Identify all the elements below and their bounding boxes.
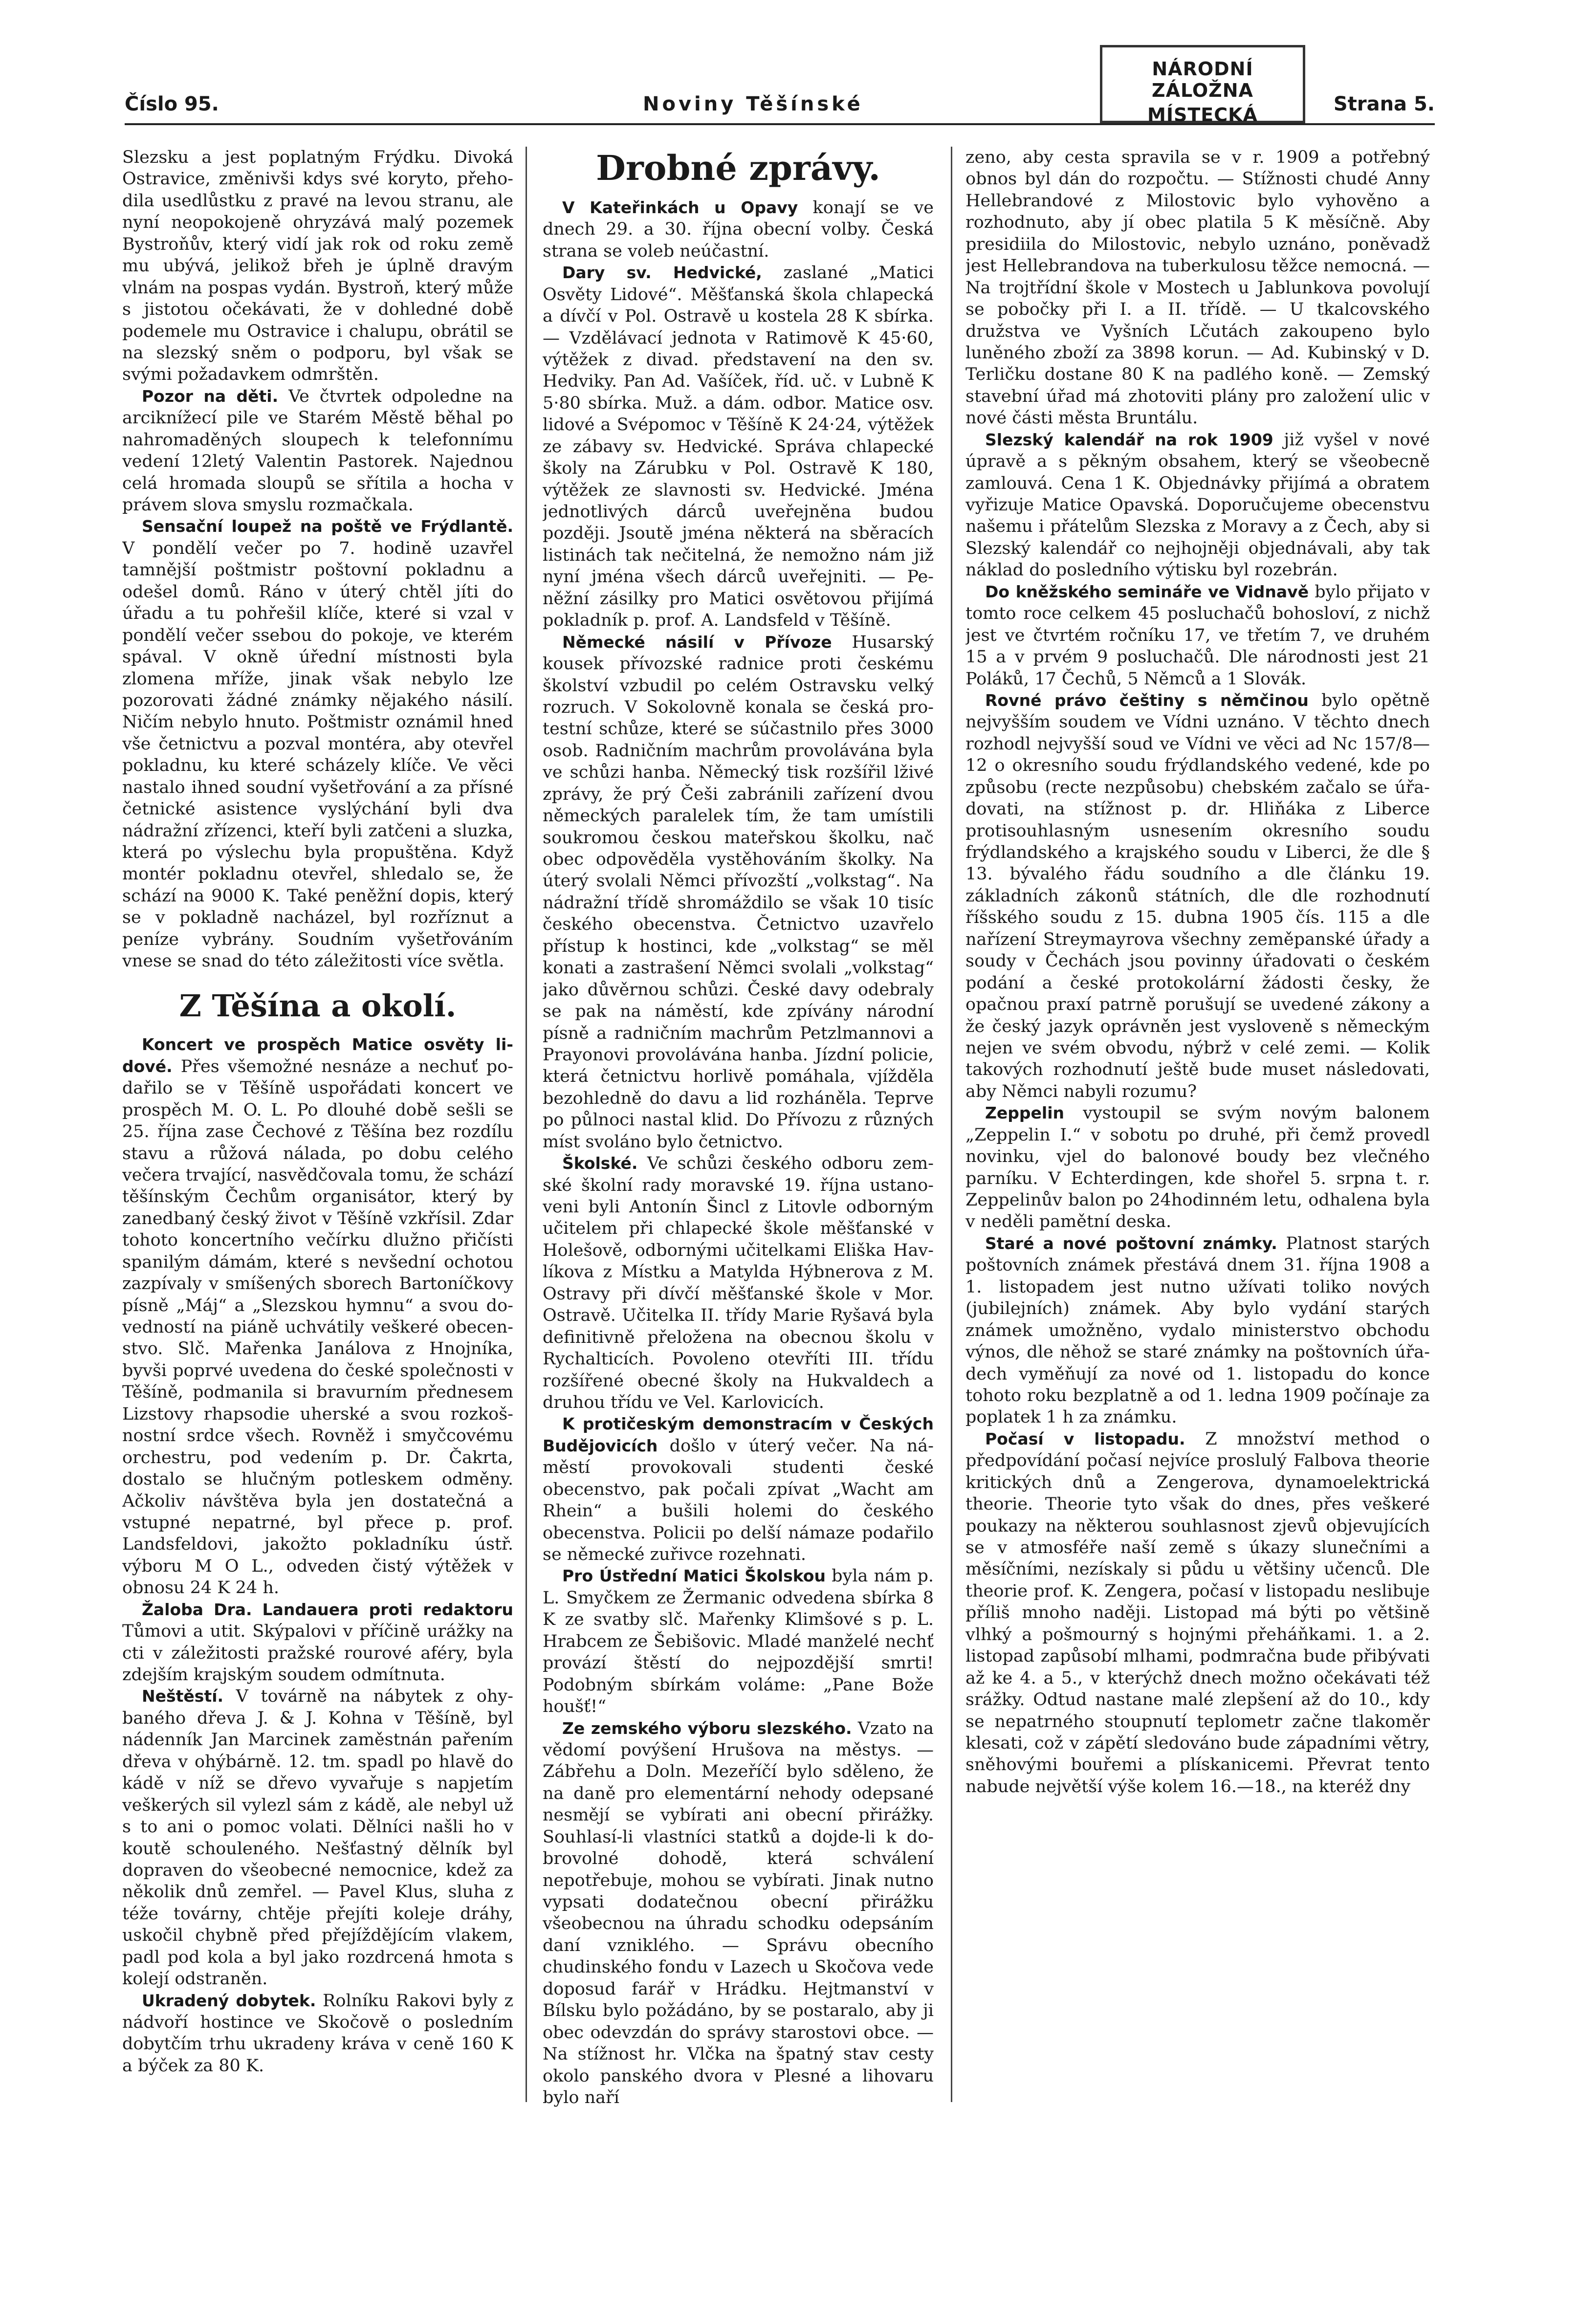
article-paragraph: Počasí v listopadu. Z množství method o předpovídání počasí nejvíce proslulý Falbova theorie kritických dnů a Zengerova, dynamoelektrická theorie. Theorie tyto však do dnes, přes veškeré poukazy na některou souhlasnost zjevů objevujících se v atmosféře naší země s úkazy slunečními a měsíčními, nezískaly si půdu u většiny učenců. Dle theorie prof. K. Zengera, počasí v listopadu neslibuje příliš mnoho naději. Listopad má býti po většině vlhký a pošmourný s hojnými přeháňkami. 1. a 2. listopad zapůsobí mlhami, podmračna bude přibývati až ke 4. a 5., v kterýchž dnech možno očekávati též srážky. Odtud nastane malé zlepšení až do 10., kdy se nepatrného stoupnutí teplometr začne tlakoměr klesati, což v zápětí sledováno bude západními větry, sněhovými bouřemi a plískanicemi. Převrat tento nabude největší výše kolem 16.—18., na kteréž dny — [965, 1429, 1430, 1797]
article-paragraph: Žaloba Dra. Landauera proti redaktoru Tůmovi a utit. Skýpalovi v příčině urážky na cti v záležitosti pražské rourové aféry, byla zdejším krajským soudem odmítnuta. — [122, 1600, 513, 1685]
article-lead: Sensační loupež na poště ve Frýdlantě. — [142, 517, 513, 536]
column-1 — [122, 147, 513, 2127]
article-paragraph: Rovné právo češtiny s němčinou bylo opětně nejvyšším soudem ve Vídni uznáno. V těchto dnech rozhodl nejvyšší soud ve Vídni ve věci ad Nc 157/8—12 o okresního soudu frýdlandského vedené, kde po způsobu (recte nezpůsobu) chebském začalo se úřadovati, na stížnost p. dr. Hliňáka z Liberce protisouhlasným usnesením okresního soudu frýdlandského a krajského soudu v Liberci, že dle § 13. bývalého řádu soudního a dle článku 19. základních zákonů státních, dle dle rozhodnutí říšského soudu z 15. dubna 1905 čís. 115 a dle nařízení Streymayrova všechny zeměpanské úřady a soudy v Čechách jsou povinny úřadovati o českém podání a české protokolární žádosti česky, že opačnou praxí patrně porušují se uvedené zákony a že český jazyk oprávněn jest vysloveně s německým nejen ve svém obvodu, nýbrž v celé zemi. — Kolik takových rozhodnutí ještě bude muset následovati, aby Němci nabyli rozumu? — [965, 690, 1430, 1101]
column-divider — [526, 147, 527, 2102]
column-3 — [965, 147, 1430, 2127]
article-lead: Německé násilí v Přívoze — [562, 632, 832, 652]
article-lead: Rovné právo češtiny s němčinou — [985, 690, 1309, 710]
library-stamp — [1100, 45, 1305, 126]
article-paragraph: Slezsku a jest poplatným Frýdku. Divoká Ostravice, změnivši kdys své koryto, přehodila usedlůstku z pravé na levou stranu, ale nyní neopokojeně ohryzává malý pozemek Bystroňův, který vidí jak rok od roku země mu ubývá, jelikož břeh je úplně dravým vlnám na pospas vydán. Bystroň, který může s jistotou očekávati, že v dohledné době podemele mu Ostravice i chalupu, obrátil se na slezský sněm o podporu, byl však se svými požadavkem odmrštěn. — [122, 148, 513, 385]
article-lead: Koncert ve prospěch Matice osvěty lidové. — [122, 1035, 513, 1076]
article-paragraph: Ze zemského výboru slezského. Vzato na vědomí povýšení Hrušova na městys. — Zábřehu a Doln. Mezeříčí bylo sděleno, že na daně pro elementární nehody odepsané nesmějí se vybírati ani obecní přirážky. Souhlasí-li vlastníci statků a dojde-li k dobrovolné dohodě, která schválení nepotřebuje, mohou se vybírati. Jinak nutno vypsati dodatečnou obecní přirážku všeobecnou na úhradu schodku odepsáním daní vzniklého. — Správu obecního chudinského fondu v Lazech u Skočova vede doposud farář v Hrádku. Hejtmanství v Bílsku bylo požádáno, by se postaralo, aby ji obec odevzdán do správy starostovi obce. — Na stížnost hr. Vlčka na špatný stav cesty okolo panského dvora v Plesné a lihovaru bylo naří — [543, 1718, 934, 2107]
article-paragraph: Německé násilí v Přívoze Husarský kousek přívozské radnice proti českému školství vzbudil po celém Ostravsku velký rozruch. V Sokolovně konala se česká protestní schůze, které se súčastnilo přes 3000 osob. Radničním machrům provolávána byla ve schůzi hanba. Německý tisk rozšířil lživé zprávy, že prý Češi zabránili zařízení dvou německých paralelek tím, že tam umístili soukromou českou mateřskou školku, nač obec odpověděla vystěhováním školky. Na úterý svolali Němci přívozští „volkstag“. Na nádražní třídě shromáždilo se však 10 tisíc českého obecenstva. Četnictvo uzavřelo přístup k hostinci, kde „volkstag“ se měl konati a zastrašení Němci svolali „volkstag“ jako důvěrnou schůzi. České davy odebraly se pak na náměstí, kde zpívány národní písně a radničním machrům Petzlmannovi a Prayonovi provolávána hanba. Jízdní policie, která četnictvu horlivě pomáhala, vjížděla bezohledně do davu a lid rozháněla. Teprve po půlnoci nastal klid. Do Přívozu z různých míst svoláno bylo četnictvo. — [543, 632, 934, 1152]
newspaper-title: Noviny Těšínské — [643, 93, 863, 115]
article-lead: V Kateřinkách u Opavy — [562, 197, 798, 217]
article-lead: Do kněžského semináře ve Vidnavě — [985, 582, 1309, 601]
stamp-line-1: NÁRODNÍ ZÁLOŽNA — [1152, 58, 1253, 101]
page-number: Strana 5. — [1333, 93, 1435, 115]
article-lead: Žaloba Dra. Landauera proti redaktoru — [142, 1600, 513, 1619]
article-lead: Neštěstí. — [142, 1687, 224, 1706]
section-heading: Z Těšína a okolí. — [179, 987, 457, 1024]
article-paragraph: Ukradený dobytek. Rolníku Rakovi byly z nádvoří hostince ve Skočově o posledním dobytčím trhu ukradeny kráva v ceně 160 K a býček za 80 K. — [122, 1991, 513, 2076]
article-paragraph: Neštěstí. V továrně na nábytek z ohybaného dřeva J. & J. Kohna v Těšíně, byl nádenník Jan Marcinek zaměstnán pařením dřeva v ohýbárně. 12. tm. spadl po hlavě do kádě v níž se dřevo vyvařuje s napjetím veškerých sil vylezl sám z kádě, ale nebyl už s to ani o pomoc volati. Dělníci našli ho v koutě schouleného. Nešťastný dělník byl dopraven do všeobecné nemocnice, kdež za několik dnů zemřel. — Pavel Klus, sluha z téže továrny, chtěje přejíti koleje dráhy, uskočil chybně před přejíždějícím vlakem, padl pod kola a byl jako rozdrcená hmota s kolejí odstraněn. — [122, 1687, 513, 1989]
article-paragraph: Pozor na děti. Ve čtvrtek odpoledne na arciknížecí pile ve Starém Městě běhal po nahromaděných sloupech k telefonnímu vedení 12letý Valentin Pastorek. Najednou celá hromada sloupů se sřítila a hocha v právem slova smyslu rozmačkala. — [122, 386, 513, 515]
stamp-line-2: MÍSTECKÁ — [1147, 104, 1258, 126]
column-divider — [951, 147, 952, 2102]
article-paragraph: Staré a nové poštovní známky. Platnost starých poštovních známek přestává dnem 31. října 1908 a 1. listopadem jest nutno užívati toliko nových (jubilejních) známek. Aby bylo vydání starých známek umožněno, vydalo ministerstvo obchodu výnos, dle něhož se staré známky na poštovních úřadech vyměňují za nové od 1. listopadu do konce tohoto roku bezplatně a od 1. ledna 1909 počínaje za poplatek 1 h za známku. — [965, 1233, 1430, 1427]
column-2 — [543, 147, 934, 2127]
article-paragraph: Slezský kalendář na rok 1909 již vyšel v nové úpravě a s pěkným obsahem, který se všeobecně zamlouvá. Cena 1 K. Objednávky přijímá a obratem vyřizuje Matice Opavská. Doporučujeme obecenstvu našemu i přátelům Slezska z Moravy a z Čech, aby si Slezský kalendář co nejhojněji objednávali, aby tak náklad do posledního výtisku byl rozebrán. — [965, 430, 1430, 580]
section-heading: Drobné zprávy. — [596, 148, 880, 188]
article-lead: Pozor na děti. — [142, 386, 279, 406]
article-paragraph: Zeppelin vystoupil se svým novým balonem „Zeppelin I.“ v sobotu po druhé, při čemž provedl novinku, vjel do balonové boudy bez vlečného parníku. V Echterdingen, kde shořel 5. srpna t. r. Zeppelinův balon po 24hodinném letu, odhalena byla v neděli pamětní deska. — [965, 1103, 1430, 1232]
issue-number: Číslo 95. — [125, 93, 219, 115]
article-lead: Pro Ústřední Matici Školskou — [562, 1566, 826, 1586]
article-lead: Dary sv. Hedvické, — [562, 263, 762, 283]
article-paragraph: Školské. Ve schůzi českého odboru zemské školní rady moravské 19. října ustanoveni byli Antonín Šincl z Litovle odborným učitelem při chlapecké škole měšťanské v Holešově, odbornými učitelkami Eliška Havlíkova z Místku a Matylda Hýbnerova z M. Ostravy při dívčí měšťanské škole v Mor. Ostravě. Učitelka II. třídy Marie Ryšavá byla definitivně přeložena na obecnou školu v Rychalticích. Povoleno otevříti III. třídu rozšířené obecné školy na Hukvaldech a druhou třídu ve Vel. Karlovicích. — [543, 1154, 934, 1412]
article-lead: Počasí v listopadu. — [985, 1429, 1185, 1448]
article-paragraph: Dary sv. Hedvické, zaslané „Matici Osvěty Lidové“. Měšťanská škola chlapecká a dívčí v Pol. Ostravě u kostela 28 K sbírka. — Vzdělávací jednota v Ratimově K 45·60, výtěžek z divad. představení na den sv. Hedviky. Pan Ad. Vašíček, říd. uč. v Lubně K 5·80 sbírka. Muž. a dám. odbor. Matice osv. lidové a Svépomoc v Těšíně K 24·24, výtěžek ze zábavy sv. Hedvické. Správa chlapecké školy na Zárubku v Pol. Ostravě K 180, výtěžek ze slavnosti sv. Hedvické. Jména jednotlivých dárců uveřejněna budou později. Jsoutě jména některá na sběracích listinách tak nečitelná, že nemožno nám již nyní jména všech dárců uveřejniti. — Peněžní zásilky pro Matici osvětovou přijímá pokladník p. prof. A. Landsfeld v Těšíně. — [543, 263, 934, 631]
article-lead: Staré a nové poštovní známky. — [985, 1233, 1277, 1253]
article-paragraph: Sensační loupež na poště ve Frýdlantě. V pondělí večer po 7. hodině uzavřel tamnější poštmistr poštovní pokladnu a odešel domů. Ráno v úterý chtěl jíti do úřadu a tu pohřešil klíče, které si vzal v pondělí večer ssebou do pokoje, ve kterém spával. V okně úřední místnosti byla zlomena mříže, jinak však nebylo lze pozorovati žádné známky nějakého násilí. Ničím nebylo hnuto. Poštmistr oznámil hned vše četnictvu a pozval montéra, aby otevřel pokladnu, ku které scházely klíče. Ve věci nastalo ihned soudní vyšetřování a za přísné četnické asistence vyslýchání byli dva nádražní zřízenci, kteří byli zatčeni a sluzka, která po výslechu byla propuštěna. Když montér pokladnu otevřel, shledalo se, že schází na 9000 K. Také peněžní dopis, který se v pokladně nacházel, byl rozříznut a peníze vybrány. Soudním vyšetřováním vnese se snad do této záležitosti více světla. — [122, 517, 513, 971]
article-lead: Zeppelin — [985, 1103, 1065, 1123]
article-paragraph: V Kateřinkách u Opavy konají se ve dnech 29. a 30. října obecní volby. Česká strana se voleb neúčastní. — [543, 197, 934, 261]
article-lead: K protičeským demonstracím v Českých Budějovicích — [543, 1414, 934, 1455]
article-paragraph: Koncert ve prospěch Matice osvěty lidové. Přes všemožné nesnáze a nechuť podařilo se v Těšíně uspořádati koncert ve prospěch M. O. L. Po dlouhé době sešli se 25. října zase Čechové z Těšína bez rozdílu stavu a růžová nálada, po dobu celého večera trvající, nasvědčovala tomu, že schází těšínským Čechům organisátor, který by zanedbaný český život v Těšíně vzkřísil. Zdar tohoto koncertního večírku dlužno přičísti spanilým dámám, které s nevšední ochotou zazpívaly v smíšených sborech Bartoníčkovy písně „Máj“ a „Slezskou hymnu“ a svou dovedností na piáně uchvátily veškeré obecenstvo. Slč. Mařenka Janálova z Hnojníka, byvši poprvé uvedena do české společnosti v Těšíně, podmanila si bravurním přednesem Lizstovy rhapsodie uherské a svou rozkošnostní srdce všech. Rovněž i smyčcovému orchestru, pod vedením p. Dr. Čakrta, dostalo se hlučným potleskem odměny. Ačkoliv návštěva byla jen dostatečná a vstupné nepatrné, byl přece p. prof. Landsfeldovi, jakožto pokladníku ústř. výboru M O L., odveden čistý výtěžek v obnosu 24 K 24 h. — [122, 1035, 513, 1598]
article-lead: Školské. — [562, 1154, 638, 1173]
article-paragraph: Do kněžského semináře ve Vidnavě bylo přijato v tomto roce celkem 45 posluchačů bohosloví, z nichž jest ve čtvrtém ročníku 17, ve třetím 7, ve druhém 15 a v prvém 9 posluchačů. Dle národnosti jest 21 Poláků, 17 Čechů, 5 Němců a 1 Slovák. — [965, 582, 1430, 689]
article-paragraph: Pro Ústřední Matici Školskou byla nám p. L. Smyčkem ze Žermanic odvedena sbírka 8 K ze svatby slč. Mařenky Klimšové s p. L. Hrabcem ze Šebišovic. Mladé manželé nechť provází štěstí do nejpozdější smrti! Podobným sbírkám voláme: „Pane Bože houšť!“ — [543, 1566, 934, 1717]
article-paragraph: zeno, aby cesta spravila se v r. 1909 a potřebný obnos byl dán do rozpočtu. — Stížnosti chudé Anny Hellebrandové z Milostovic bylo vyhověno a rozhodnuto, aby jí obec platila 5 K měsíčně. Aby presidiila do Milostovic, nebylo uznáno, poněvadž jest Hellebrandova na tuberkulosu těžce nemocná. — Na trojtřídní škole v Mostech u Jablunkova povolují se pobočky při I. a II. třídě. — U tkalcovského družstva ve Vyšních Lčutách zakoupeno bylo luněného zboží za 3898 korun. — Ad. Kubinský v D. Terličku dostane 80 K na padlého koně. — Zemský stavební úřad má zhotoviti plány pro založení ulic v nové části města Bruntálu. — [965, 148, 1430, 428]
article-lead: Slezský kalendář na rok 1909 — [985, 430, 1273, 449]
article-lead: Ukradený dobytek. — [142, 1991, 316, 2010]
article-paragraph: K protičeským demonstracím v Českých Budějovicích došlo v úterý večer. Na náměstí provokovali studenti české obecenstvo, pak počali zpívat „Wacht am Rhein“ a bušili holemi do českého obecenstva. Policii po delší námaze podařilo se německé zuřivce rozehnati. — [543, 1414, 934, 1565]
article-lead: Ze zemského výboru slezského. — [562, 1718, 852, 1738]
